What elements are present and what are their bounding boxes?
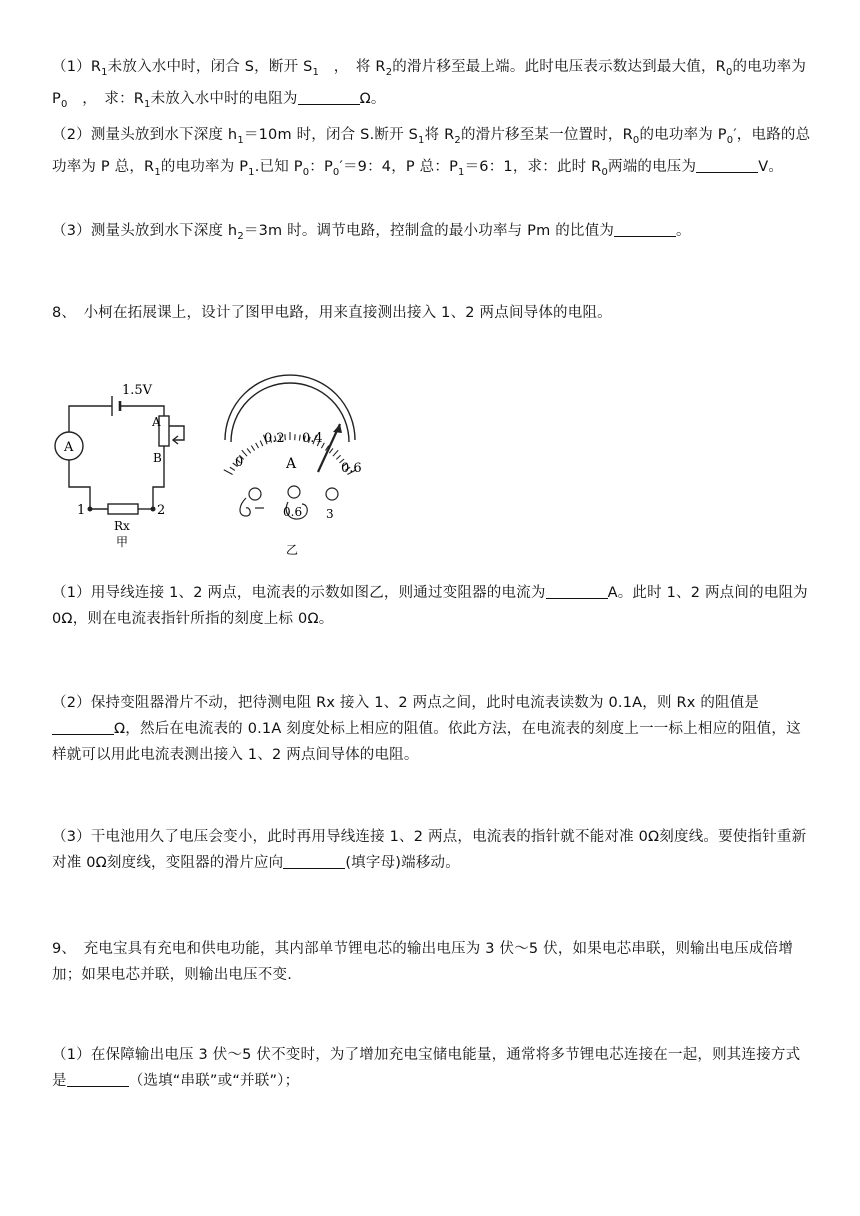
meter-tick [247, 448, 251, 453]
answer-blank[interactable] [52, 718, 114, 735]
point-1-dot [88, 507, 93, 512]
q7-part3: （3）测量头放到水下深度 $h_2=3m$ 时。调节电路，控制盒的最小功率与 Pm 的比值为 。 [52, 218, 812, 250]
meter-needle-head [333, 424, 342, 433]
dial-0: 0 [235, 455, 244, 470]
terminal-06 [288, 486, 300, 498]
slider-a-label: A [152, 415, 161, 429]
q8-part3: （3）干电池用久了电压会变小，此时再用导线连接 1、2 两点，电流表的指针就不能对准 0Ω刻度线。要使指针重新对准 0Ω刻度线，变阻器的滑片应向 (填字母)端移动。 [52, 829, 807, 871]
meter-tick [260, 441, 263, 446]
figure-jia-label: 甲 [116, 535, 129, 549]
terminal-06-label: 0.6 [283, 505, 303, 519]
dial-0-6: 0.6 [341, 461, 362, 476]
wire-minus [240, 498, 250, 516]
meter-tick [333, 450, 338, 456]
answer-blank[interactable] [283, 852, 345, 869]
meter-tick [299, 435, 300, 441]
answer-blank[interactable] [67, 1070, 129, 1087]
point-2-label: 2 [157, 503, 166, 518]
answer-blank[interactable] [614, 220, 676, 237]
meter-tick [256, 443, 259, 448]
q7-part1: $(1)R_1$未放入水中时，闭合 S，断开 $S_1$ ， 将 $R_2$的滑片移至最上端。此时电压表示数达到最大值，$R_0$的电功率为 $P_0$ ， 求：$R_1$未放入水中时的电阻为 Ω。 [52, 59, 807, 110]
answer-blank[interactable] [298, 88, 360, 105]
wire-left-bottom [69, 460, 90, 509]
q9-part1: （1）在保障输出电压 3 伏～5 伏不变时，为了增加充电宝储电能量，通常将多节锂电芯连接在一起，则其连接方式是 （选填“串联”或“并联”）； [52, 1047, 801, 1089]
q9-stem: 9、 充电宝具有充电和供电功能，其内部单节锂电芯的输出电压为 3 伏～5 伏，如果电芯串联，则输出电压成倍增加；如果电芯并联，则输出电压不变. [52, 941, 794, 983]
q7-part2: （2）测量头放到水下深度 $h_1=10m$ 时，闭合 S.断开 $S_1$将 $R_2$的滑片移至某一位置时，$R_0$的电功率为 $P_0'$，电路的总功率为 P 总，$R_1$的电功率为 $P_1$.已知 $P_0$：$P_0'=9$：4，P 总：$P_1=6$：1，求：此时 $R_0$两端的电压为 V。 [52, 127, 811, 178]
q8-stem: 8、 小柯在拓展课上，设计了图甲电路，用来直接测出接入 1、2 两点间导体的电阻。 [52, 305, 612, 321]
resistor-rx [108, 504, 138, 514]
wire-left [69, 406, 112, 432]
terminal-3 [326, 488, 338, 500]
answer-blank[interactable] [546, 582, 608, 599]
resistor-label: Rx [114, 519, 130, 533]
dial-0-2: 0.2 [264, 431, 285, 446]
dial-unit: A [286, 456, 297, 472]
meter-tick [251, 445, 254, 450]
answer-blank[interactable] [696, 156, 758, 173]
figure-yi-label: 乙 [286, 543, 299, 557]
slider-b-label: B [153, 451, 162, 465]
point-1-label: 1 [77, 503, 86, 518]
terminal-minus [249, 488, 261, 500]
meter-tick [224, 470, 233, 475]
ammeter-label: A [64, 440, 74, 455]
q8-part1: （1）用导线连接 1、2 两点，电流表的示数如图乙，则通过变阻器的电流为 A。此时 1、2 两点间的电阻为 0Ω，则在电流表指针所指的刻度上标 0Ω。 [52, 580, 812, 632]
q8-part2: （2）保持变阻器滑片不动，把待测电阻 Rx 接入 1、2 两点之间，此时电流表读数为 0.1A，则 Rx 的阻值是Ω，然后在电流表的 0.1A 刻度处标上相应的阻值。依此方法，在电流表的刻度上一一标上相应的阻值，这样就可以用此电流表测出接入 1、2 两点间导体的电阻。 [52, 695, 801, 763]
q8-figure [50, 380, 380, 560]
dial-0-4: 0.4 [302, 431, 323, 446]
meter-tick [336, 455, 340, 459]
meter-tick [329, 448, 333, 453]
battery-label: 1.5V [122, 383, 153, 398]
point-2-dot [151, 507, 156, 512]
terminal-3-label: 3 [326, 507, 334, 521]
